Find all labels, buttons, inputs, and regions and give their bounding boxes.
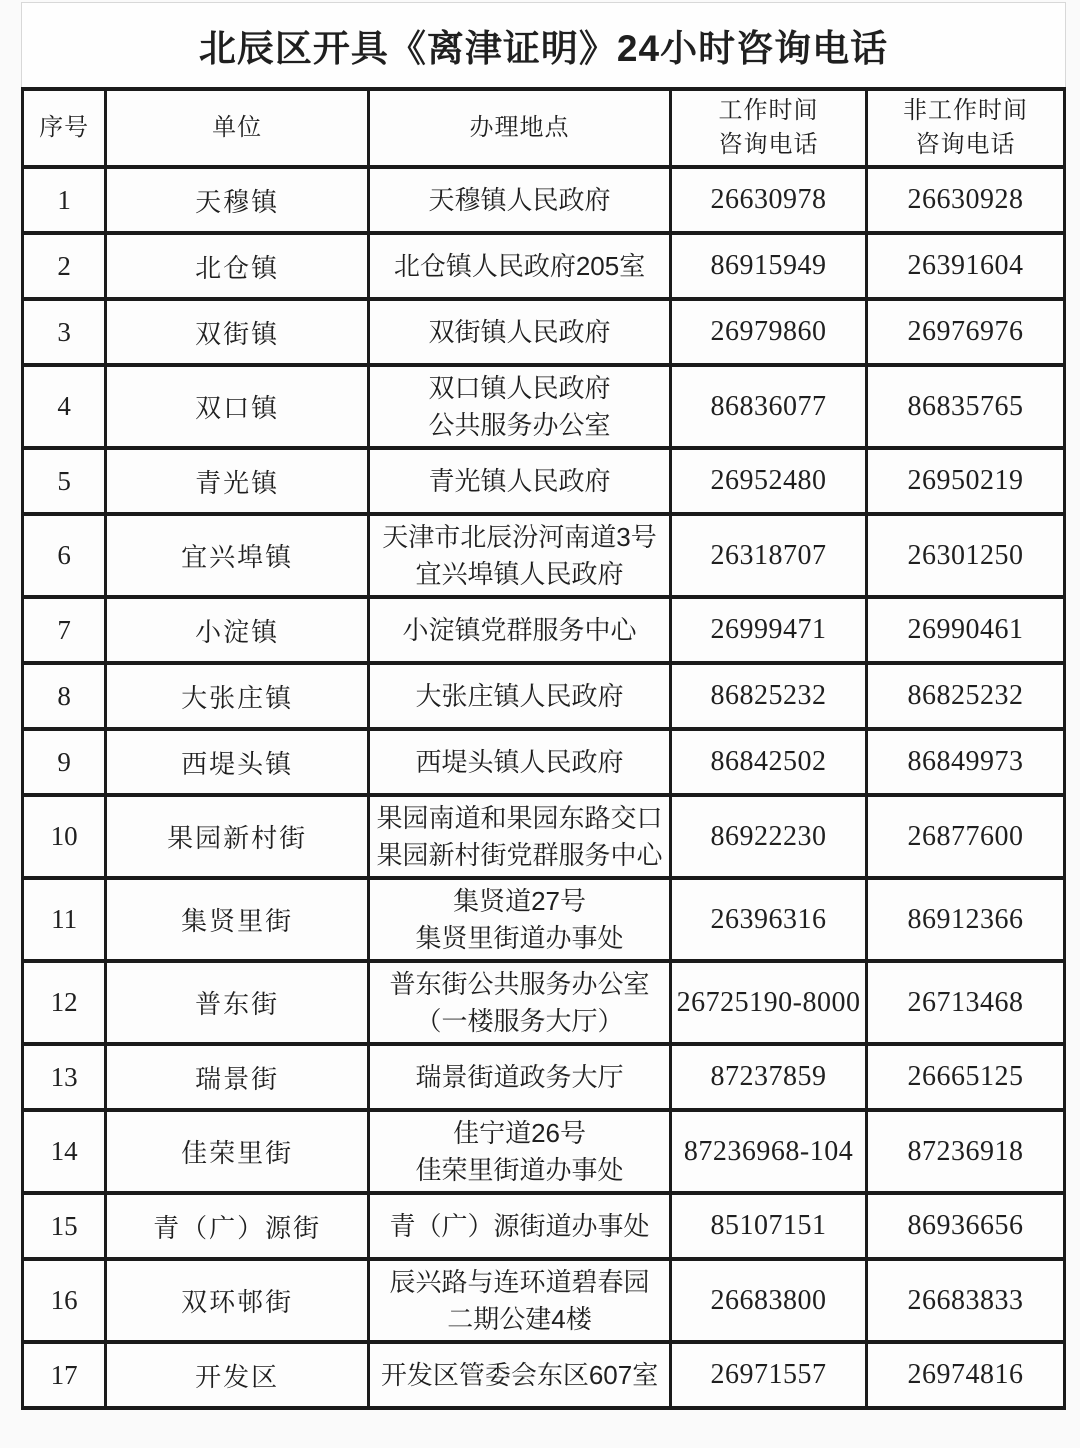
row-work-phone: 86825232 (671, 663, 867, 729)
row-unit: 佳荣里街 (106, 1110, 369, 1193)
address-line-1: 天津市北辰汾河南道3号 (382, 521, 657, 552)
col-header-location-line1: 办理地点 (469, 114, 570, 141)
row-offhours-phone: 26976976 (867, 299, 1065, 365)
row-address (368, 1259, 670, 1342)
page-title: 北辰区开具《离津证明》24小时咨询电话 (198, 28, 889, 69)
address-line-1: 辰兴路与连环道碧春园 (389, 1266, 650, 1297)
col-header-offhours-phone-line2: 咨询电话 (915, 131, 1016, 158)
row-unit: 北仓镇 (106, 233, 369, 299)
row-address (368, 1193, 670, 1259)
row-address (368, 365, 670, 448)
row-serial: 17 (23, 1342, 106, 1408)
row-offhours-phone: 86936656 (867, 1193, 1065, 1259)
title-box (21, 2, 1066, 87)
row-unit: 小淀镇 (106, 597, 369, 663)
address-line-1: 小淀镇党群服务中心 (402, 614, 637, 645)
row-work-phone: 26999471 (671, 597, 867, 663)
row-address (368, 448, 670, 514)
row-offhours-phone: 26877600 (867, 795, 1065, 878)
row-work-phone: 26725190-8000 (671, 961, 867, 1044)
row-offhours-phone: 26665125 (867, 1044, 1065, 1110)
address-line-2: 集贤里街道办事处 (415, 922, 624, 953)
row-offhours-phone: 86825232 (867, 663, 1065, 729)
address-line-2: 二期公建4楼 (447, 1303, 592, 1334)
row-work-phone: 26952480 (671, 448, 867, 514)
address-line-1: 天穆镇人民政府 (428, 184, 611, 215)
row-serial: 16 (23, 1259, 106, 1342)
row-address (368, 961, 670, 1044)
table-row (23, 795, 1065, 878)
row-address (368, 233, 670, 299)
phone-table (21, 87, 1066, 1410)
address-line-1: 开发区管委会东区607室 (380, 1359, 659, 1390)
address-line-1: 青光镇人民政府 (428, 465, 611, 496)
address-line-2: 佳荣里街道办事处 (415, 1154, 624, 1185)
header-row (23, 89, 1065, 167)
address-line-1: 青（广）源街道办事处 (389, 1210, 650, 1241)
row-unit: 西堤头镇 (106, 729, 369, 795)
row-address (368, 663, 670, 729)
row-work-phone: 87236968-104 (671, 1110, 867, 1193)
row-offhours-phone: 86849973 (867, 729, 1065, 795)
row-work-phone: 85107151 (671, 1193, 867, 1259)
col-header-serial-line1: 序号 (39, 114, 90, 141)
address-line-1: 西堤头镇人民政府 (415, 746, 624, 777)
col-header-unit (106, 89, 369, 167)
row-work-phone: 26318707 (671, 514, 867, 597)
row-work-phone: 26683800 (671, 1259, 867, 1342)
row-unit: 普东街 (106, 961, 369, 1044)
row-unit: 青光镇 (106, 448, 369, 514)
row-unit: 青（广）源街 (106, 1193, 369, 1259)
table-row (23, 167, 1065, 233)
row-work-phone: 86915949 (671, 233, 867, 299)
col-header-location (368, 89, 670, 167)
table-row (23, 1342, 1065, 1408)
address-line-1: 瑞景街道政务大厅 (415, 1061, 624, 1092)
row-offhours-phone: 26713468 (867, 961, 1065, 1044)
table-row (23, 1044, 1065, 1110)
address-line-1: 北仓镇人民政府205室 (393, 250, 646, 281)
row-work-phone: 26630978 (671, 167, 867, 233)
row-serial: 12 (23, 961, 106, 1044)
row-work-phone: 26979860 (671, 299, 867, 365)
row-serial: 13 (23, 1044, 106, 1110)
address-line-2: （一楼服务大厅） (415, 1005, 624, 1036)
row-unit: 瑞景街 (106, 1044, 369, 1110)
row-serial: 3 (23, 299, 106, 365)
table-row (23, 1110, 1065, 1193)
row-work-phone: 87237859 (671, 1044, 867, 1110)
table-row (23, 878, 1065, 961)
row-serial: 4 (23, 365, 106, 448)
row-address (368, 167, 670, 233)
row-offhours-phone: 26683833 (867, 1259, 1065, 1342)
address-line-1: 大张庄镇人民政府 (415, 680, 624, 711)
row-address (368, 729, 670, 795)
table-row (23, 365, 1065, 448)
row-unit: 开发区 (106, 1342, 369, 1408)
row-unit: 宜兴埠镇 (106, 514, 369, 597)
row-offhours-phone: 26630928 (867, 167, 1065, 233)
row-address (368, 878, 670, 961)
row-work-phone: 26396316 (671, 878, 867, 961)
row-address (368, 1342, 670, 1408)
table-row (23, 514, 1065, 597)
row-unit: 果园新村街 (106, 795, 369, 878)
address-line-1: 果园南道和果园东路交口 (376, 802, 663, 833)
row-work-phone: 86842502 (671, 729, 867, 795)
table-row (23, 233, 1065, 299)
row-unit: 天穆镇 (106, 167, 369, 233)
row-serial: 5 (23, 448, 106, 514)
address-line-1: 普东街公共服务办公室 (389, 968, 650, 999)
row-offhours-phone: 86835765 (867, 365, 1065, 448)
row-unit: 双街镇 (106, 299, 369, 365)
row-offhours-phone: 87236918 (867, 1110, 1065, 1193)
row-address (368, 597, 670, 663)
row-serial: 15 (23, 1193, 106, 1259)
row-work-phone: 26971557 (671, 1342, 867, 1408)
col-header-work-phone (671, 89, 867, 167)
row-serial: 6 (23, 514, 106, 597)
row-unit: 大张庄镇 (106, 663, 369, 729)
row-address (368, 795, 670, 878)
row-serial: 8 (23, 663, 106, 729)
row-serial: 1 (23, 167, 106, 233)
table-row (23, 597, 1065, 663)
row-address (368, 299, 670, 365)
table-row (23, 663, 1065, 729)
table-row (23, 961, 1065, 1044)
col-header-work-phone-line2: 咨询电话 (718, 131, 819, 158)
address-line-2: 公共服务办公室 (428, 409, 611, 440)
row-address (368, 1044, 670, 1110)
row-serial: 14 (23, 1110, 106, 1193)
row-serial: 10 (23, 795, 106, 878)
row-serial: 7 (23, 597, 106, 663)
row-unit: 集贤里街 (106, 878, 369, 961)
row-serial: 2 (23, 233, 106, 299)
row-work-phone: 86922230 (671, 795, 867, 878)
address-line-1: 佳宁道26号 (453, 1117, 586, 1148)
address-line-2: 果园新村街党群服务中心 (376, 839, 663, 870)
row-address (368, 514, 670, 597)
notice-sheet (21, 2, 1066, 1410)
col-header-offhours-phone-line1: 非工作时间 (903, 97, 1028, 124)
row-offhours-phone: 26301250 (867, 514, 1065, 597)
col-header-work-phone-line1: 工作时间 (718, 97, 819, 124)
address-line-2: 宜兴埠镇人民政府 (415, 558, 624, 589)
row-offhours-phone: 26990461 (867, 597, 1065, 663)
row-unit: 双口镇 (106, 365, 369, 448)
row-unit: 双环邨街 (106, 1259, 369, 1342)
row-offhours-phone: 26974816 (867, 1342, 1065, 1408)
address-line-1: 双口镇人民政府 (428, 372, 611, 403)
row-offhours-phone: 26391604 (867, 233, 1065, 299)
table-row (23, 299, 1065, 365)
row-offhours-phone: 86912366 (867, 878, 1065, 961)
row-work-phone: 86836077 (671, 365, 867, 448)
col-header-offhours-phone (867, 89, 1065, 167)
table-row (23, 1259, 1065, 1342)
table-row (23, 448, 1065, 514)
row-serial: 9 (23, 729, 106, 795)
col-header-unit-line1: 单位 (212, 114, 263, 141)
row-offhours-phone: 26950219 (867, 448, 1065, 514)
row-address (368, 1110, 670, 1193)
col-header-serial (23, 89, 106, 167)
address-line-1: 双街镇人民政府 (428, 316, 611, 347)
table-row (23, 1193, 1065, 1259)
table-row (23, 729, 1065, 795)
address-line-1: 集贤道27号 (453, 885, 586, 916)
row-serial: 11 (23, 878, 106, 961)
